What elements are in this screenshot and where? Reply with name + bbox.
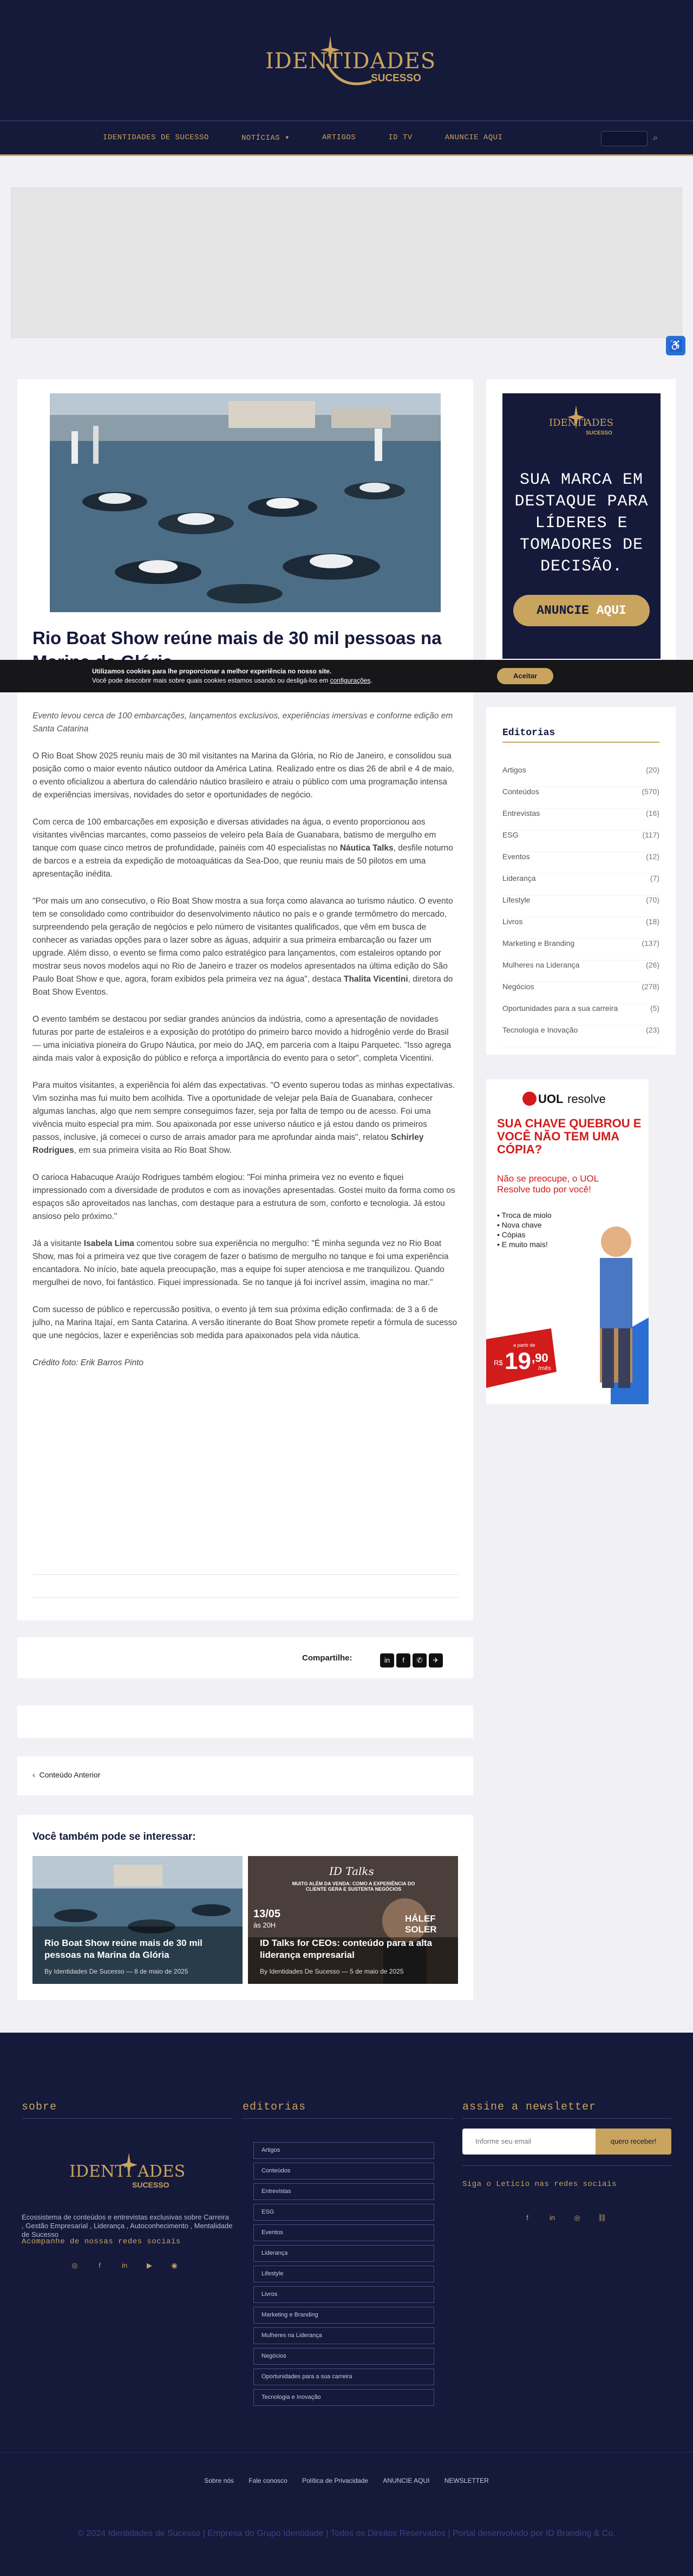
footer-description: Ecossistema de conteúdos e entrevistas exclusivas sobre Carreira , Gestão Empresarial , Liderança , Autoconhecimento , Mentalidade de Sucesso [22,2213,233,2238]
search-input[interactable] [601,131,648,146]
uol-price-cents: ,90 [532,1351,548,1365]
site-footer [0,2033,693,2576]
editorias-list [502,765,659,1047]
editoria-count: (7) [650,874,659,883]
article-paragraph: Já a visitante Isabela Lima comentou sobre sua experiência no mergulho: "É minha segunda vez no Rio Boat Show, mas foi a primeira vez que tive coragem de fazer o batismo de mergulho no tanque e foi uma experiência encantadora. No início, bate aquela preocupação, mas a equipe foi super atenciosa e me tranquilizou. Quando mergulhei de novo, foi fantástico. Fiquei impressionada. Se no tanque já foi incrível assim, imagina no mar." [32,1239,449,1287]
divider [22,2118,233,2119]
facebook-icon[interactable]: f [526,2214,528,2222]
uol-headline: SUA CHAVE QUEBROU E VOCÊ NÃO TEM UMA CÓPIA? [497,1117,642,1156]
newsletter-email-input[interactable]: Informe seu email [462,2129,596,2155]
editoria-item[interactable] [502,961,659,982]
related-card[interactable] [248,1856,458,1984]
related-posts [17,1815,473,2000]
editoria-item[interactable] [502,787,659,809]
uol-price-unit: /mês [538,1365,551,1372]
editoria-item[interactable] [502,809,659,830]
search-icon[interactable]: ⌕ [653,133,658,142]
divider [462,2165,671,2166]
article-paragraph: O Rio Boat Show 2025 reuniu mais de 30 mil visitantes na Marina da Glória, no Rio de Janeiro, e consolidou sua posição como o maior evento náutico outdoor da América Latina. Realizado entre os dias 26 de abril e 4 de maio, o evento oficializou a abertura do calendário náutico brasileiro e atraiu o público com uma programação intensa de experiências imersivas, novidades do setor e oportunidades de negócio. [32,751,454,800]
uol-ad[interactable] [486,1079,649,1404]
editoria-item[interactable] [502,1004,659,1026]
svg-text:SUCESSO: SUCESSO [132,2181,169,2189]
related-title: Você também pode se interessar: [32,1831,196,1842]
article-paragraph: "Por mais um ano consecutivo, o Rio Boat Show mostra a sua força como alavanca ao turismo náutico. O evento tem se consolidado como contribuidor do desenvolvimento náutico no país e o grande termômetro do mercado, surpreendendo pela geração de negócios e pelo número de visitantes qualificados, que vêm em busca de conhecer as variadas opções para o lazer sobre as águas, adquirir a sua primeira embarcação ou fazer um upgrade. Além disso, o evento se firma como palco estratégico para lançamentos, com estaleiros optando por mostrar seus novos modelos aqui no Rio de Janeiro e trazer os modelos apresentados na última edição do São Paulo Boat Show e que, agora, foram exibidos pela primeira vez na água", destaca Thalita Vicentini, diretora do Boat Show Eventos. [32,897,453,997]
editoria-label[interactable]: Lifestyle [502,896,531,904]
previous-post-card[interactable] [17,1756,473,1795]
editoria-label[interactable]: Marketing e Branding [502,939,575,948]
footer-link-privacidade[interactable]: Política de Privacidade [302,2477,369,2484]
editoria-label[interactable]: Livros [502,917,523,926]
nav-item-noticias[interactable]: NOTÍCIAS ▾ [241,134,290,142]
related-card-title[interactable]: ID Talks for CEOs: conteúdo para a alta liderança empresarial [260,1938,433,1960]
article-body [32,710,458,1384]
editoria-count: (20) [646,765,659,774]
article-paragraph: Com sucesso de público e repercussão positiva, o evento já tem sua próxima edição confirmada: de 3 a 6 de julho, na Marina Itajaí, em Santa Catarina. A versão itinerante do Boat Show promete repetir a fórmula de sucesso que une negócios, lazer e experiências sob medida para apaixonados pela vida náutica. [32,1305,457,1340]
editoria-count: (23) [646,1026,659,1034]
editorias-underline [502,742,659,743]
spotify-icon[interactable]: ◉ [171,2261,178,2269]
comments-card [17,1705,473,1738]
footer-link-sobre[interactable]: Sobre nós [204,2477,234,2484]
idtalks-time: às 20H [253,1921,276,1929]
instagram-icon[interactable]: ◎ [71,2261,78,2269]
editoria-label[interactable]: Conteúdos [502,787,539,796]
editoria-item[interactable] [502,874,659,896]
editoria-label[interactable]: Liderança [502,874,536,883]
uol-subtext: Não se preocupe, o UOL Resolve tudo por você! [497,1173,599,1195]
footer-link-anuncie[interactable]: ANUNCIE AQUI [383,2477,430,2484]
idtalks-speaker: HÁLEF SOLER [405,1913,437,1935]
site-logo[interactable] [260,38,436,92]
divider [462,2118,671,2119]
editoria-count: (570) [642,787,659,796]
cookie-settings-link[interactable]: configurações [330,677,371,684]
photo-credit: Crédito foto: Erik Barros Pinto [32,1358,144,1367]
cookie-banner [0,660,693,692]
idtalks-headline: MUITO ALÉM DA VENDA: COMO A EXPERIÊNCIA DO CLIENTE GERA E SUSTENTA NEGÓCIOS [292,1881,415,1892]
logo-text-sub: SUCESSO [371,73,421,84]
editoria-label[interactable]: Oportunidades para a sua carreira [502,1004,618,1013]
svg-text:IDENTI: IDENTI [549,417,587,429]
footer-editoria-item[interactable]: Eventos [253,2224,434,2241]
banner-text: SUA MARCA EM DESTAQUE PARA LÍDERES E TOMADORES DE DECISÃO. [514,471,649,576]
editoria-item[interactable] [502,830,659,852]
editoria-item[interactable] [502,939,659,961]
editoria-count: (12) [646,852,659,861]
footer-editorias-list [253,2142,434,2410]
article-card [17,379,473,1620]
footer-editoria-item[interactable]: Artigos [253,2142,434,2159]
uol-price-currency: R$ [494,1359,503,1367]
editoria-item[interactable] [502,917,659,939]
article-hero-image [50,393,441,612]
uol-price-pre: a partir de [513,1342,535,1348]
nav-item-identidades[interactable]: IDENTIDADES DE SUCESSO [103,133,209,142]
whatsapp-share-icon[interactable]: ✆ [413,1653,427,1667]
related-card-image [32,1856,243,1984]
facebook-icon[interactable]: f [99,2261,101,2269]
article-title: Rio Boat Show reúne mais de 30 mil pessoas na [32,628,442,648]
logo-text-main: IDENTIDADES [265,49,436,74]
footer-link-newsletter[interactable]: NEWSLETTER [444,2477,489,2484]
editoria-label[interactable]: Negócios [502,982,534,991]
linkedin-icon[interactable]: in [121,2261,128,2269]
jetski-photo [50,393,441,612]
editoria-label[interactable]: Artigos [502,765,526,774]
footer-logo[interactable] [65,2152,184,2195]
svg-text:ADES: ADES [138,2162,186,2181]
advertise-banner[interactable] [502,393,661,659]
footer-editoria-item[interactable]: Negócios [253,2348,434,2365]
svg-text:resolve: resolve [567,1092,606,1106]
footer-follow-text-2: Siga o Leticio nas redes sociais [462,2180,617,2189]
editoria-count: (16) [646,809,659,817]
editoria-count: (70) [646,896,659,904]
footer-copyright: © 2024 Identidades de Sucesso | Empresa do Grupo Identidade | Todos os Direitos Reservados | Portal desenvolvido por ID Branding & Co. [77,2529,616,2538]
instagram-icon[interactable]: ◎ [574,2214,580,2222]
banner-logo-icon [549,404,614,442]
site-header [0,0,693,120]
editoria-label[interactable]: Mulheres na Liderança [502,961,580,969]
previous-post-link[interactable]: ‹ Conteúdo Anterior [32,1770,101,1779]
editoria-label[interactable]: ESG [502,830,519,839]
footer-editoria-item[interactable]: Livros [253,2286,434,2303]
linkedin-share-icon[interactable]: in [380,1653,394,1667]
accessibility-icon[interactable]: ♿ [666,336,685,355]
footer-follow-text: Acompanhe de nossas redes sociais [22,2237,181,2246]
article-paragraph: Para muitos visitantes, a experiência foi além das expectativas. "O evento superou todas as minhas expectativas. Vim sozinha mas fui muito bem acolhida. Tive a oportunidade de velejar pela Baía de Guanabara, conhecer algumas lanchas, algo que nem sempre conseguimos fazer, seja por falta de tempo ou de acesso. Foi uma vivência muito especial pra mim. Sou apaixonada por esse universo náutico e já estou dando os primeiros passos, inclusive, já comecei o curso de arrais amador para me aprofundar ainda mais", relatou Schirley Rodrigues, em sua primeira visita ao Rio Boat Show. [32,1081,455,1155]
editoria-label[interactable]: Eventos [502,852,530,861]
article-paragraph: O evento também se destacou por sediar grandes anúncios da indústria, como a apresentação de novidades futuras por parte de estaleiros e a exposição do protótipo do primeiro barco movido a hidrogênio verde do Brasil — uma iniciativa pioneira do Grupo Náutica, por meio do JAQ, em parceria com a Itaipu Parquetec. "Isso agrega ainda mais valor à exposição do público e reforça a importância do evento para o setor", completa Vicentini. [32,1015,452,1063]
svg-text:IDENTI: IDENTI [69,2162,132,2181]
related-card-meta: By Identidades De Sucesso — 5 de maio de 2025 [260,1968,404,1975]
editoria-label[interactable]: Tecnologia e Inovação [502,1026,578,1034]
footer-editorias-heading: editorias [243,2101,306,2113]
article-lede: Evento levou cerca de 100 embarcações, lançamentos exclusivos, experiências imersivas e conforme edição em Santa Catarina [32,711,453,734]
cookie-text-1: Utilizamos cookies para lhe proporcionar a melhor experiência no nosso site. [92,667,332,675]
editoria-count: (117) [642,830,659,839]
editoria-count: (18) [646,917,659,926]
editoria-item[interactable] [502,852,659,874]
editorias-widget [486,707,676,1055]
footer-editoria-item[interactable]: Lifestyle [253,2266,434,2282]
editorias-title: Editorias [502,728,555,738]
footer-link-contato[interactable]: Fale conosco [249,2477,287,2484]
editoria-count: (5) [650,1004,659,1013]
main-nav [0,120,693,156]
editoria-item[interactable] [502,1026,659,1047]
share-label: Compartilhe: [302,1653,352,1663]
svg-text:UOL: UOL [538,1092,564,1106]
editoria-item[interactable] [502,896,659,917]
nav-item-anuncie[interactable]: ANUNCIE AQUI [444,133,503,142]
article-paragraph: O carioca Habacuque Araújo Rodrigues também elogiou: "Foi minha primeira vez no evento e fiquei impressionado com a diversidade de produtos e com as inovações apresentadas. Gostei muito da forma como os espaços são aproveitados nas lanchas, com destaque para a estrutura de som, conforto e tecnologia. Já estou ansioso pelo próximo." [32,1173,455,1221]
article-paragraph: Com cerca de 100 embarcações em exposição e diversas atividades na água, o evento proporcionou aos visitantes vivências marcantes, como passeios de veleiro pela Baía de Guanabara, batismo de mergulho em tanque com quase cinco metros de profundidade, painéis com 40 especialistas no Náutica Talks, desfile noturno de barcos e a estreia da expedição de motoaquáticas da Sea-Doo, que reuniu mais de 50 pilotos em uma apresentação inédita. [32,817,453,879]
footer-newsletter-heading: assine a newsletter [462,2101,597,2113]
editoria-count: (278) [642,982,659,991]
footer-links [0,2477,693,2484]
youtube-icon[interactable]: ▶ [147,2261,152,2269]
telegram-share-icon[interactable]: ✈ [429,1653,443,1667]
linkedin-icon[interactable]: in [549,2214,555,2222]
footer-editoria-item[interactable]: Entrevistas [253,2183,434,2200]
link-icon[interactable]: ⛓ [597,2214,607,2222]
editoria-item[interactable] [502,982,659,1004]
editoria-count: (26) [646,961,659,969]
editoria-label[interactable]: Entrevistas [502,809,540,817]
related-card-title[interactable]: Rio Boat Show reúne mais de 30 mil pessoas na Marina da Glória [44,1938,202,1960]
svg-text:SUCESSO: SUCESSO [586,430,612,436]
footer-editoria-item[interactable]: ESG [253,2204,434,2221]
nav-item-idtv[interactable]: ID TV [388,133,413,142]
footer-about-heading: sobre [22,2101,57,2113]
facebook-share-icon[interactable]: f [396,1653,410,1667]
divider [32,1574,458,1575]
share-bar [17,1637,473,1678]
svg-text:ADES: ADES [585,417,613,429]
idtalks-logo: ID Talks [329,1865,374,1878]
related-card-meta: By Identidades De Sucesso — 8 de maio de 2025 [44,1968,188,1975]
cookie-text-2: Você pode descobrir mais sobre quais cookies estamos usando ou desligá-los em configurações. [92,677,372,684]
divider [243,2118,454,2119]
newsletter-submit-button[interactable]: quero receber! [596,2129,671,2155]
editoria-count: (137) [642,939,659,948]
nav-item-artigos[interactable]: ARTIGOS [322,133,356,142]
editoria-item[interactable] [502,765,659,787]
footer-editoria-item[interactable]: Liderança [253,2245,434,2262]
uol-price: 19 [505,1348,531,1374]
footer-editoria-item[interactable]: Marketing e Branding [253,2307,434,2324]
related-card[interactable] [32,1856,243,1984]
top-ad-placeholder [11,187,682,338]
divider [32,1597,458,1598]
footer-editoria-item[interactable]: Conteúdos [253,2163,434,2179]
footer-editoria-item[interactable]: Mulheres na Liderança [253,2327,434,2344]
uol-bullets: • Troca de miolo • Nova chave • Cópias • E muito mais! [497,1211,552,1249]
idtalks-date: 13/05 [253,1908,281,1920]
banner-anuncie-button[interactable]: ANUNCIE AQUI [513,595,650,626]
cookie-accept-button[interactable]: Aceitar [497,668,553,684]
footer-editoria-item[interactable]: Oportunidades para a sua carreira [253,2369,434,2385]
footer-editoria-item[interactable]: Tecnologia e Inovação [253,2389,434,2406]
sidebar-ad-card [486,379,676,688]
